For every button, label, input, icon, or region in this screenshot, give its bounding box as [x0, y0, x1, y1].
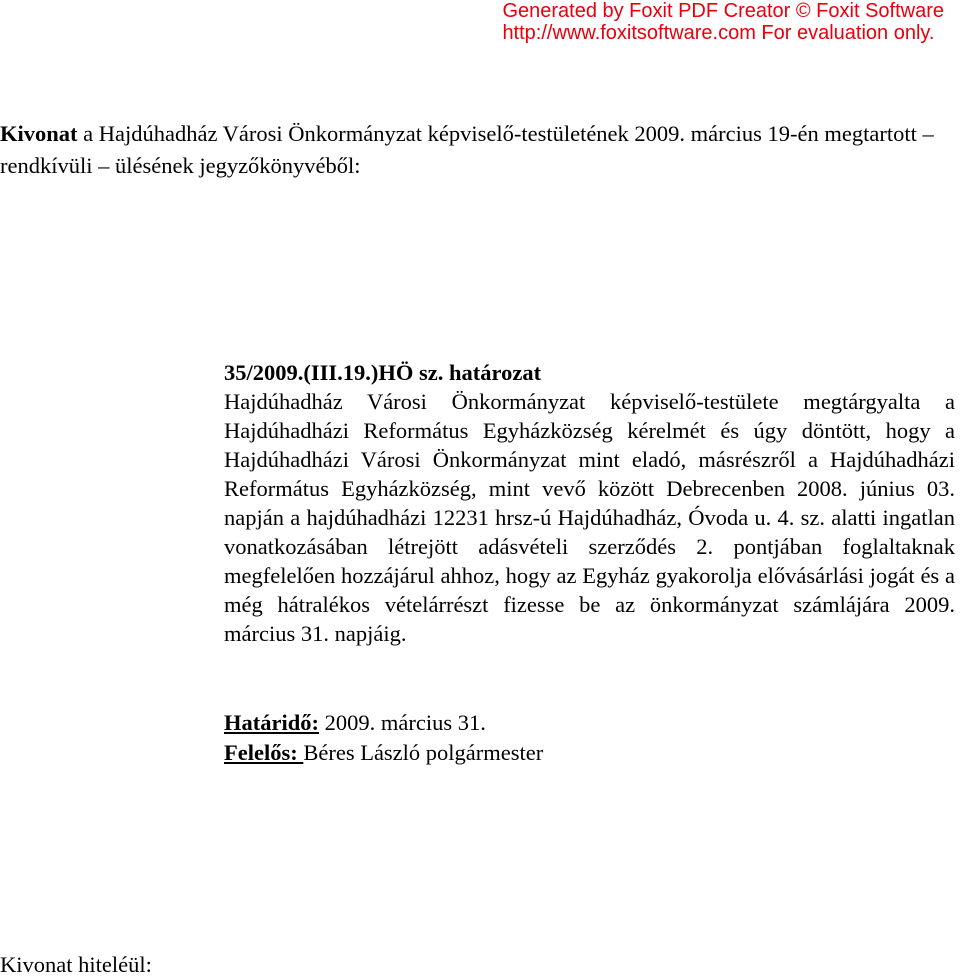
responsible-value: Béres László polgármester [303, 740, 544, 765]
watermark-line-1: Generated by Foxit PDF Creator © Foxit Software [502, 0, 944, 22]
extract-text: a Hajdúhadház Városi Önkormányzat képviselő-testületének 2009. március 19-én megtartott – rendkívüli – ülésének jegyzőkönyvéből: [0, 121, 934, 178]
resolution-block [224, 358, 955, 648]
extract-heading [0, 118, 958, 182]
resolution-body: Hajdúhadház Városi Önkormányzat képviselő-testülete megtárgyalta a Hajdúhadházi Református Egyházközség kérelmét és úgy döntött, hogy a Hajdúhadházi Városi Önkormányzat mint eladó, másrészről a Hajdúhadházi Református Egyházközség, mint vevő között Debrecenben 2008. június 03. napján a hajdúhadházi 12231 hrsz-ú Hajdúhadház, Óvoda u. 4. sz. alatti ingatlan vonatkozásában létrejött adásvételi szerződés 2. pontjában foglaltaknak megfelelően hozzájárul ahhoz, hogy az Egyház gyakorolja elővásárlási jogát és a még hátralékos vételárrészt fizesse be az önkormányzat számlájára 2009. március 31. napjáig. [224, 389, 955, 646]
deadline-row [224, 708, 543, 738]
resolution-meta [224, 708, 543, 768]
extract-lead-word: Kivonat [0, 121, 78, 146]
pdf-creator-watermark [502, 0, 944, 44]
certification-footer: Kivonat hiteléül: [0, 952, 152, 977]
responsible-label: Felelős: [224, 740, 304, 765]
resolution-title: 35/2009.(III.19.)HÖ sz. határozat [224, 360, 542, 385]
deadline-value: 2009. március 31. [319, 710, 486, 735]
responsible-row [224, 738, 543, 768]
deadline-label: Határidő: [224, 710, 319, 735]
watermark-line-2: http://www.foxitsoftware.com For evaluation only. [502, 22, 935, 44]
